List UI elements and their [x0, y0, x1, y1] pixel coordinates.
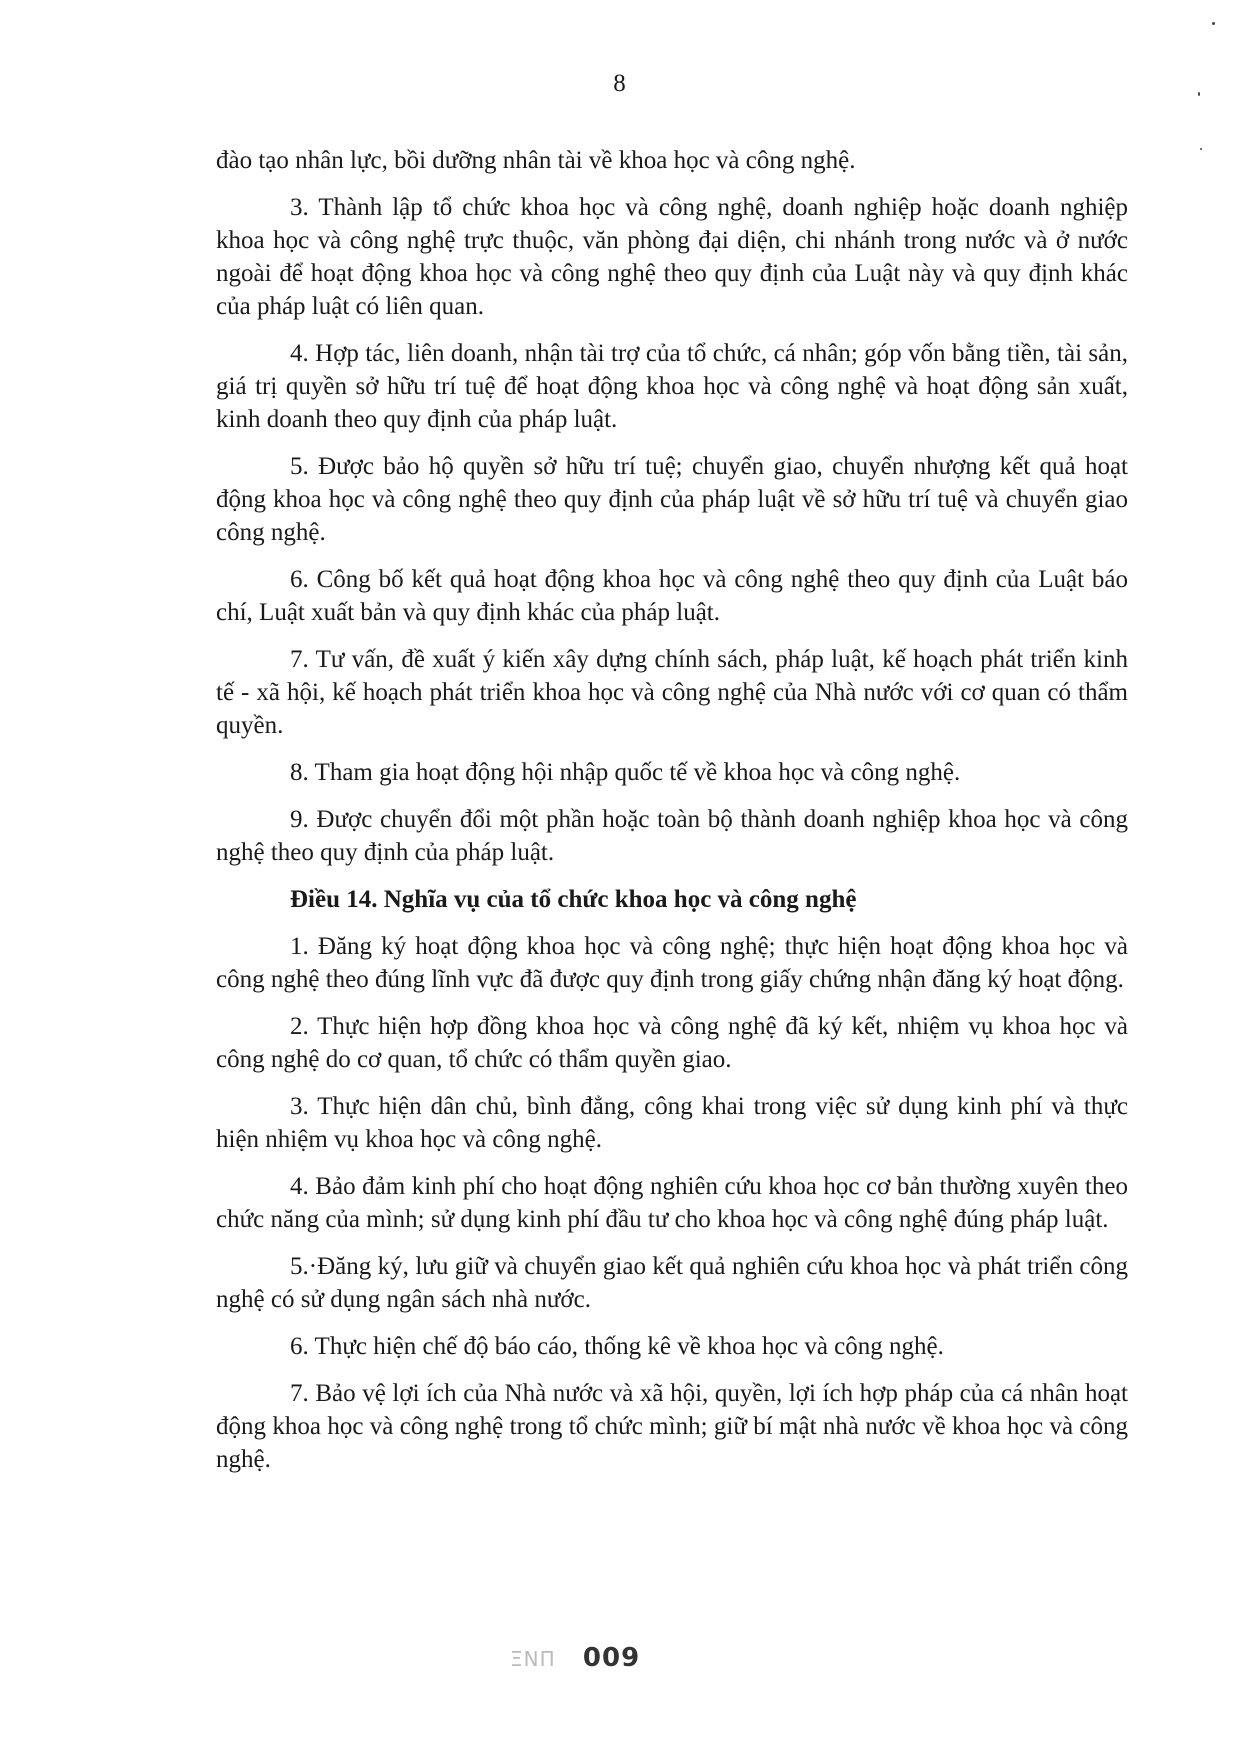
scan-speck	[1200, 148, 1202, 150]
obligation-3: 3. Thực hiện dân chủ, bình đẳng, công khai trong việc sử dụng kinh phí và thực hiện nhiệm vụ khoa học và công nghệ.	[216, 1093, 1128, 1153]
scan-speck	[1212, 22, 1215, 25]
obligation-5: 5.·Đăng ký, lưu giữ và chuyển giao kết quả nghiên cứu khoa học và phát triển công nghệ có sử dụng ngân sách nhà nước.	[216, 1253, 1128, 1313]
clause-8: 8. Tham gia hoạt động hội nhập quốc tế về khoa học và công nghệ.	[290, 759, 961, 786]
footer-stamp	[510, 1643, 640, 1673]
clause-9: 9. Được chuyển đổi một phần hoặc toàn bộ thành doanh nghiệp khoa học và công nghệ theo quy định của pháp luật.	[216, 806, 1128, 866]
obligation-2: 2. Thực hiện hợp đồng khoa học và công nghệ đã ký kết, nhiệm vụ khoa học và công nghệ do cơ quan, tổ chức có thẩm quyền giao.	[216, 1013, 1128, 1073]
clause-4: 4. Hợp tác, liên doanh, nhận tài trợ của tổ chức, cá nhân; góp vốn bằng tiền, tài sản, giá trị quyền sở hữu trí tuệ để hoạt động khoa học và công nghệ và hoạt động sản xuất, kinh doanh theo quy định của pháp luật.	[216, 340, 1128, 433]
footer-stamp-number: 009	[582, 1643, 641, 1673]
clause-3: 3. Thành lập tổ chức khoa học và công nghệ, doanh nghiệp hoặc doanh nghiệp khoa học và công nghệ trực thuộc, văn phòng đại diện, chi nhánh trong nước và ở nước ngoài để hoạt động khoa học và công nghệ theo quy định của Luật này và quy định khác của pháp luật có liên quan.	[216, 194, 1128, 320]
obligation-4: 4. Bảo đảm kinh phí cho hoạt động nghiên cứu khoa học cơ bản thường xuyên theo chức năng của mình; sử dụng kinh phí đầu tư cho khoa học và công nghệ đúng pháp luật.	[216, 1173, 1128, 1233]
page-number: 8	[613, 70, 626, 97]
clause-6: 6. Công bố kết quả hoạt động khoa học và công nghệ theo quy định của Luật báo chí, Luật xuất bản và quy định khác của pháp luật.	[216, 566, 1128, 626]
clause-5: 5. Được bảo hộ quyền sở hữu trí tuệ; chuyển giao, chuyển nhượng kết quả hoạt động khoa học và công nghệ theo quy định của pháp luật về sở hữu trí tuệ và chuyển giao công nghệ.	[216, 453, 1128, 546]
obligation-7: 7. Bảo vệ lợi ích của Nhà nước và xã hội, quyền, lợi ích hợp pháp của cá nhân hoạt động khoa học và công nghệ trong tổ chức mình; giữ bí mật nhà nước về khoa học và công nghệ.	[216, 1380, 1128, 1473]
document-body	[216, 144, 1128, 1490]
article-heading: Điều 14. Nghĩa vụ của tổ chức khoa học và công nghệ	[290, 886, 857, 913]
obligation-1: 1. Đăng ký hoạt động khoa học và công nghệ; thực hiện hoạt động khoa học và công nghệ theo đúng lĩnh vực đã được quy định trong giấy chứng nhận đăng ký hoạt động.	[216, 933, 1128, 993]
obligation-6: 6. Thực hiện chế độ báo cáo, thống kê về khoa học và công nghệ.	[290, 1333, 944, 1360]
clause-7: 7. Tư vấn, đề xuất ý kiến xây dựng chính sách, pháp luật, kế hoạch phát triển kinh tế - xã hội, kế hoạch phát triển khoa học và công nghệ của Nhà nước với cơ quan có thẩm quyền.	[216, 646, 1128, 739]
footer-stamp-faint: ΞΝΠ	[510, 1647, 556, 1671]
paragraph: đào tạo nhân lực, bồi dưỡng nhân tài về khoa học và công nghệ.	[216, 147, 856, 174]
scan-speck	[1198, 92, 1200, 96]
